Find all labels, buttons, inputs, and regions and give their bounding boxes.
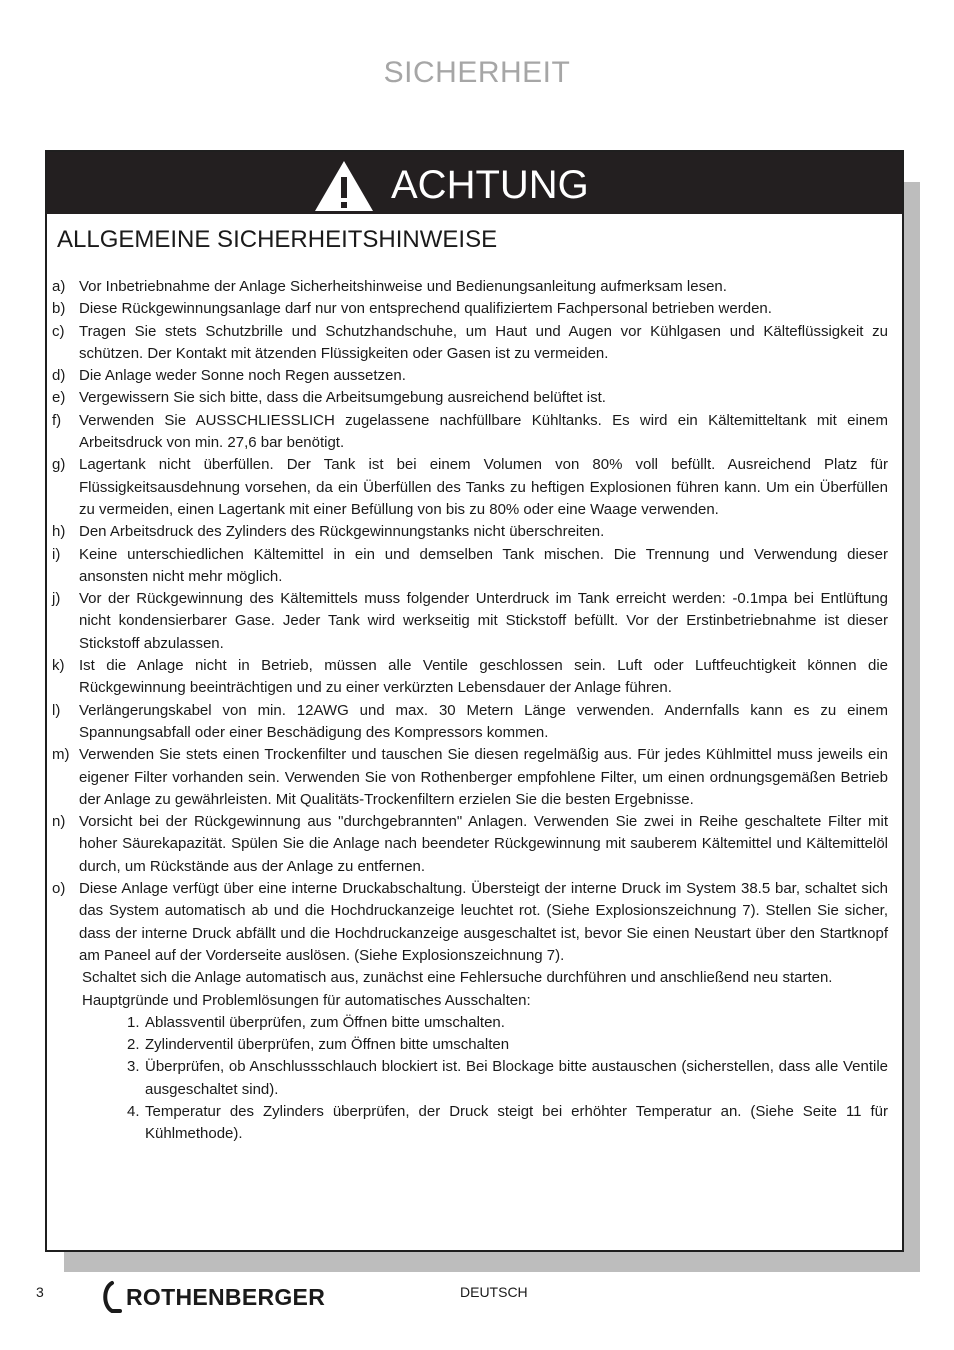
step-text: Überprüfen, ob Anschlussschlauch blockiert ist. Bei Blockage bitte austauschen (sicherstellen, dass alle Ventile ausgeschaltet sind). (145, 1058, 888, 1098)
list-item (52, 544, 888, 589)
step-text: Temperatur des Zylinders überprüfen, der Druck steigt bei erhöhter Temperatur an. (Siehe Seite 11 für Kühlmethode). (145, 1102, 888, 1143)
list-item (52, 700, 888, 745)
item-text: Vorsicht bei der Rückgewinnung aus "durchgebrannten" Anlagen. Verwenden Sie zwei in Reihe geschaltete Filter mit hoher Säurekapazität. Spülen Sie die Anlage nach beendeter Rückgewinnung mit sauberem Kältemittel und Kältemittelöl durch, um Rückstände aus der Anlage zu entfernen. (79, 813, 888, 875)
language-label: DEUTSCH (460, 1284, 528, 1300)
item-label: f) (52, 411, 62, 429)
item-text: Verwenden Sie AUSSCHLIESSLICH zugelassene nachfüllbare Kühltanks. Es wird ein Kältemitteltank mit einem Arbeitsdruck von min. 27,6 bar benötigt. (79, 411, 888, 452)
page-number: 3 (36, 1284, 44, 1300)
step-number: 3. (127, 1058, 140, 1076)
item-text: Diese Anlage verfügt über eine interne Druckabschaltung. Übersteigt der interne Druck im System 38.5 bar, schaltet sich das System automatisch ab und die Hochdruckanzeige leuchtet rot. (Siehe Explosionszeichnung 7). Stellen Sie sicher, dass der interne Druck abfällt und die Hochdruckanzeige ausgeschaltet ist, bevor Sie einen Neustart über den Startknopf am Paneel auf der Vorderseite auslösen. (Siehe Explosionszeichnung 7). (79, 880, 888, 964)
step-text: Zylinderventil überprüfen, zum Öffnen bitte umschalten (145, 1036, 510, 1054)
page-title: SICHERHEIT (383, 56, 571, 89)
item-text: Vor der Rückgewinnung des Kältemittels muss folgender Unterdruck im Tank erreicht werden: -0.1mpa bei Entlüftung nicht kondensierbarer Gase. Jeder Tank wird werkseitig mit Stickstoff befüllt. Vor der Erstinbetriebnahme ist dieser Stickstoff abzulassen. (79, 590, 888, 652)
item-label: c) (52, 322, 65, 340)
list-item (52, 588, 888, 655)
item-text: Die Anlage weder Sonne noch Regen aussetzen. (79, 367, 406, 385)
item-label: o) (52, 880, 66, 898)
list-item (52, 321, 888, 366)
troubleshooting-step (52, 1012, 888, 1034)
item-text: Diese Rückgewinnungsanlage darf nur von entsprechend qualifiziertem Fachpersonal betrieben werden. (79, 300, 772, 318)
item-text: Vor Inbetriebnahme der Anlage Sicherheitshinweise und Bedienungsanleitung aufmerksam lesen. (79, 278, 727, 295)
list-item (52, 298, 888, 320)
item-text: Vergewissern Sie sich bitte, dass die Arbeitsumgebung ausreichend belüftet ist. (79, 389, 606, 407)
warning-triangle-icon (313, 159, 375, 213)
list-item (52, 276, 888, 298)
item-text: Lagertank nicht überfüllen. Der Tank ist bei einem Volumen von 80% voll befüllt. Ausreichend Platz für Flüssigkeitsausdehnung vorsehen, da ein Überfüllen des Tanks zu heftigen Explosionen führen kann. Um ein Überfüllen zu vermeiden, einen Lagertank mit einer Befüllung von bis zu 80% oder eine Waage verwenden. (79, 456, 888, 518)
item-text: Verlängerungskabel von min. 12AWG und max. 30 Metern Länge verwenden. Andernfalls kann es zu einem Spannungsabfall oder einer Beschädigung des Kompressors kommen. (79, 701, 888, 741)
section-title: ALLGEMEINE SICHERHEITSHINWEISE (57, 226, 498, 253)
item-label: i) (52, 545, 61, 563)
item-label: g) (52, 456, 66, 474)
warning-box (45, 150, 904, 1252)
troubleshooting-step (52, 1101, 888, 1146)
brand-name: ROTHENBERGER (126, 1283, 326, 1310)
item-label: b) (52, 300, 66, 318)
item-label: m) (52, 746, 70, 764)
troubleshooting-step (52, 1034, 888, 1056)
list-item (52, 387, 888, 409)
warning-banner (47, 152, 902, 214)
item-label: d) (52, 367, 66, 385)
step-text: Ablassventil überprüfen, zum Öffnen bitte umschalten. (145, 1013, 505, 1031)
list-item (52, 454, 888, 521)
item-label: j) (52, 590, 61, 608)
list-item (52, 365, 888, 387)
list-item (52, 744, 888, 811)
list-item (52, 655, 888, 700)
step-number: 1. (127, 1013, 140, 1031)
item-text: Tragen Sie stets Schutzbrille und Schutzhandschuhe, um Haut und Augen vor Kühlgasen und Kälteflüssigkeit zu schützen. Der Kontakt mit ätzenden Flüssigkeiten oder Gasen ist zu vermeiden. (79, 322, 888, 362)
item-text: Keine unterschiedlichen Kältemittel in ein und demselben Tank mischen. Die Trennung und Verwendung dieser ansonsten nicht mehr möglich. (79, 545, 888, 585)
item-label: a) (52, 278, 66, 295)
brand-logo (100, 1280, 325, 1314)
item-text: Den Arbeitsdruck des Zylinders des Rückgewinnungstanks nicht überschreiten. (79, 523, 605, 541)
list-item (52, 878, 888, 967)
item-label: n) (52, 813, 66, 831)
item-text: Verwenden Sie stets einen Trockenfilter und tauschen Sie diesen regelmäßig aus. Für jedes Kühlmittel muss jeweils ein eigener Filter vorhanden sein. Verwenden Sie von Rothenberger empfohlene Filter, um einen ordnungsgemäßen Betrieb der Anlage zu gewährleisten. Mit Qualitäts-Trockenfiltern erzielen Sie die besten Ergebnisse. (79, 746, 888, 808)
banner-title: ACHTUNG (391, 163, 589, 207)
item-label: e) (52, 389, 66, 407)
safety-instructions-list (52, 276, 888, 1146)
step-number: 4. (127, 1102, 140, 1120)
item-o-paragraph: Hauptgründe und Problemlösungen für automatisches Ausschalten: (82, 991, 531, 1009)
troubleshooting-step (52, 1056, 888, 1101)
item-text: Ist die Anlage nicht in Betrieb, müssen alle Ventile geschlossen sein. Luft oder Luftfeuchtigkeit können die Rückgewinnung beeinträchtigen und zu einer verkürzten Lebensdauer der Anlage führen. (79, 657, 888, 697)
item-label: l) (52, 701, 61, 719)
list-item (52, 811, 888, 878)
list-item (52, 410, 888, 455)
item-o-paragraph: Schaltet sich die Anlage automatisch aus, zunächst eine Fehlersuche durchführen und anschließend neu starten. (82, 969, 833, 987)
brand-mark-icon (100, 1280, 122, 1314)
item-label: k) (52, 657, 65, 675)
item-label: h) (52, 523, 66, 541)
list-item (52, 521, 888, 543)
step-number: 2. (127, 1036, 140, 1054)
